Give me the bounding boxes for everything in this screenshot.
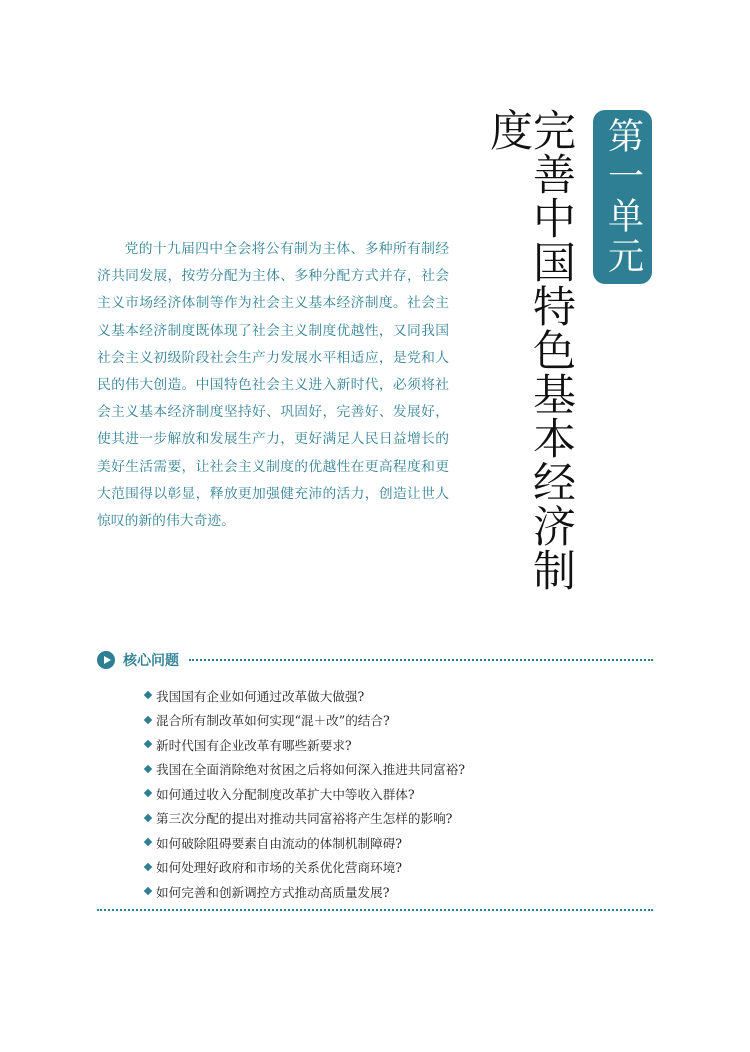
bottom-divider xyxy=(97,909,653,911)
diamond-icon xyxy=(144,814,152,822)
intro-paragraph: 党的十九届四中全会将公有制为主体、多种所有制经济共同发展，按劳分配为主体、多种分配方式并存，社会主义市场经济体制等作为社会主义基本经济制度。社会主义基本经济制度既体现了社会主义制度优越性，又同我国社会主义初级阶段社会生产力发展水平相适应，是党和人民的伟大创造。中国特色社会主义进入新时代，必须将社会主义基本经济制度坚持好、巩固好，完善好、发展好，使其进一步解放和发展生产力，更好满足人民日益增长的美好生活需要，让社会主义制度的优越性在更高程度和更大范围得以彰显，释放更加强健充沛的活力，创造让世人惊叹的新的伟大奇迹。 xyxy=(97,241,449,530)
diamond-icon xyxy=(144,887,152,895)
section-title: 核心问题 xyxy=(123,653,179,669)
question-item xyxy=(142,879,642,904)
question-text: 我国国有企业如何通过改革做大做强? xyxy=(156,688,365,704)
section-header xyxy=(97,648,653,672)
question-text: 第三次分配的提出对推动共同富裕将产生怎样的影响? xyxy=(156,811,453,827)
question-text: 如何破除阻碍要素自由流动的体制机制障碍? xyxy=(156,835,403,851)
diamond-icon xyxy=(144,789,152,797)
unit-badge xyxy=(593,110,652,284)
question-text: 新时代国有企业改革有哪些新要求? xyxy=(156,737,352,753)
diamond-icon xyxy=(144,691,152,699)
question-text: 如何处理好政府和市场的关系优化营商环境? xyxy=(156,860,403,876)
question-item xyxy=(142,732,642,757)
unit-title: 完善中国特色基本经济制度 xyxy=(483,108,576,592)
question-text: 混合所有制改革如何实现“混＋改”的结合? xyxy=(156,713,390,729)
question-item xyxy=(142,830,642,855)
section-divider xyxy=(189,659,653,661)
diamond-icon xyxy=(144,863,152,871)
question-item xyxy=(142,781,642,806)
diamond-icon xyxy=(144,838,152,846)
diamond-icon xyxy=(144,765,152,773)
question-list xyxy=(142,683,642,904)
question-item xyxy=(142,855,642,880)
question-text: 如何完善和创新调控方式推动高质量发展? xyxy=(156,884,390,900)
question-item xyxy=(142,683,642,708)
question-item xyxy=(142,708,642,733)
diamond-icon xyxy=(144,716,152,724)
question-item xyxy=(142,757,642,782)
question-item xyxy=(142,806,642,831)
play-circle-icon xyxy=(97,651,115,669)
diamond-icon xyxy=(144,740,152,748)
unit-badge-label: 第一单元 xyxy=(602,117,644,277)
question-text: 如何通过收入分配制度改革扩大中等收入群体? xyxy=(156,786,415,802)
question-text: 我国在全面消除绝对贫困之后将如何深入推进共同富裕? xyxy=(156,762,466,778)
